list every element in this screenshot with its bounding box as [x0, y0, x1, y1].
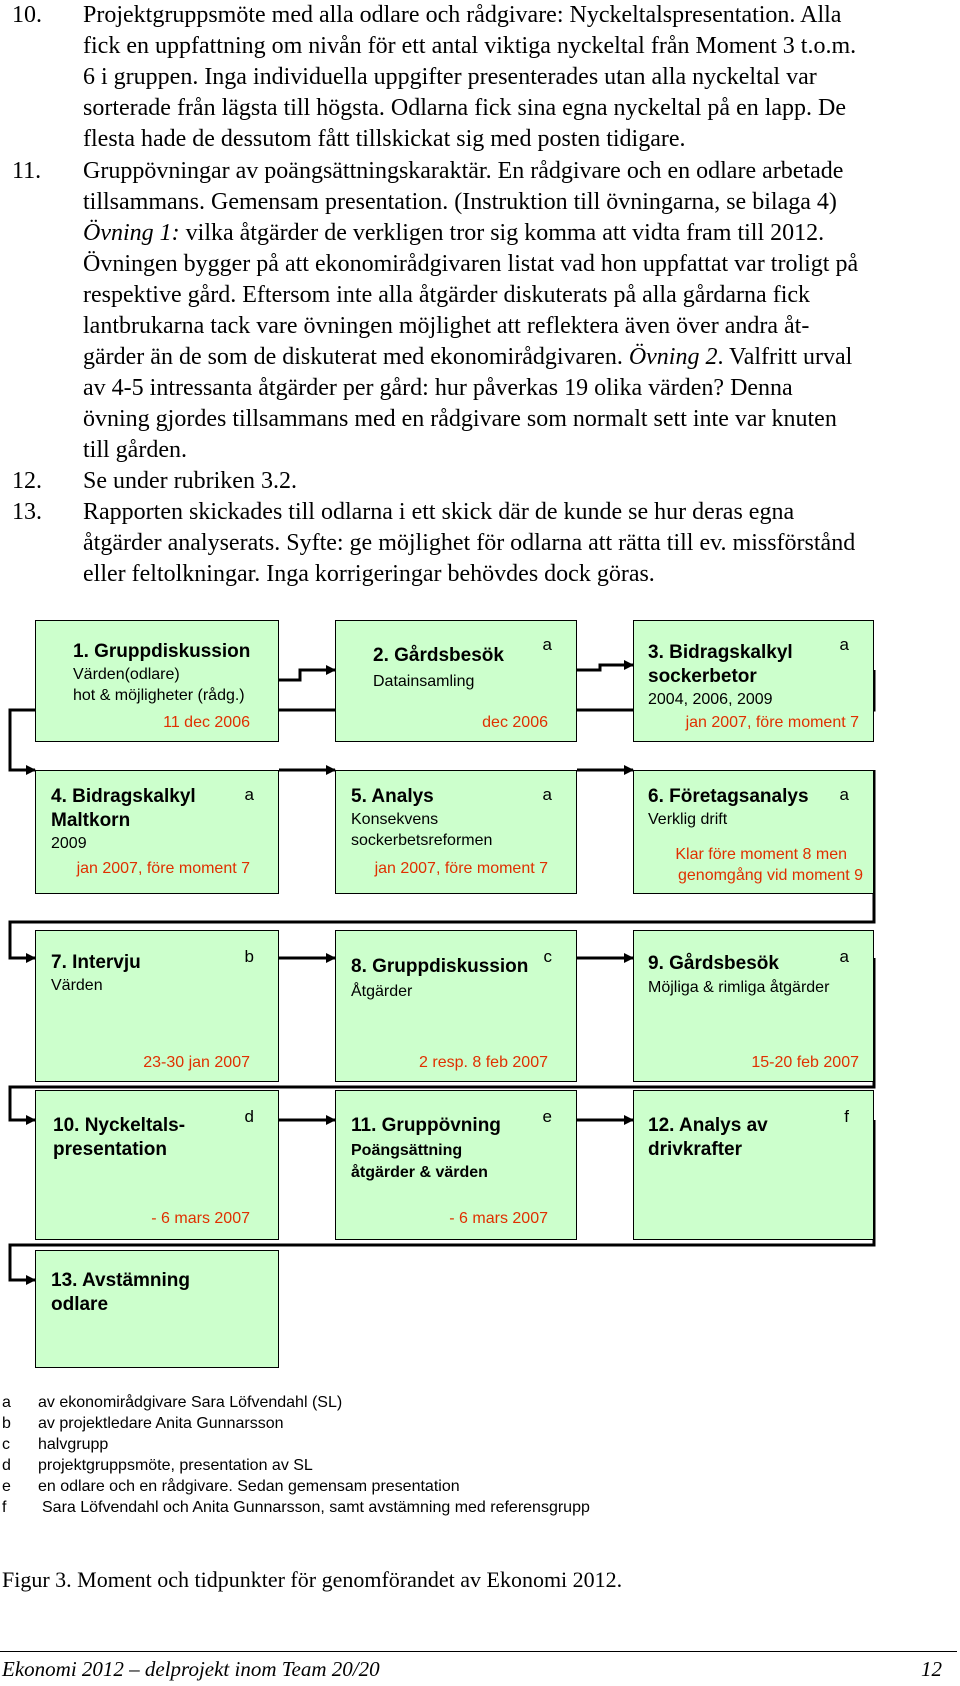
flow-box-3: 3. Bidragskalkyl sockerbetor 2004, 2006, 2009 a jan 2007, före moment 7	[633, 620, 874, 742]
item-line: Rapporten skickades till odlarna i ett skick där de kunde se hur deras egna	[83, 499, 795, 525]
flow-box-13: 13. Avstämning odlare	[35, 1250, 279, 1368]
item-line: eller feltolkningar. Inga korrigeringar behövdes dock göras.	[83, 561, 655, 587]
item-number: 12.	[12, 468, 42, 494]
ovning-1-label: Övning 1:	[83, 220, 180, 246]
flow-box-2: 2. Gårdsbesök Datainsamling a dec 2006	[335, 620, 577, 742]
ovning-2-label: Övning 2	[628, 344, 718, 370]
flow-box-10: 10. Nyckeltals- presentation d - 6 mars 2007	[35, 1090, 279, 1240]
flow-box-11: 11. Gruppövning Poängsättning åtgärder & värden e - 6 mars 2007	[335, 1090, 577, 1240]
item-line: av 4-5 intressanta åtgärder per gård: hur påverkas 19 olika värden? Denna	[83, 375, 793, 401]
flow-box-7: 7. Intervju Värden b 23-30 jan 2007	[35, 930, 279, 1082]
legend-entry: a av ekonomirådgivare Sara Löfvendahl (SL)	[2, 1394, 343, 1411]
flow-box-8: 8. Gruppdiskussion Åtgärder c 2 resp. 8 feb 2007	[335, 930, 577, 1082]
item-line: övning gjordes tillsammans med en rådgivare som normalt sett inte var knuten	[83, 406, 837, 432]
figure-caption: Figur 3. Moment och tidpunkter för genomförandet av Ekonomi 2012.	[2, 1567, 623, 1592]
item-line: Övningen bygger på att ekonomirådgivaren listat vad hon uppfattat var troligt på	[83, 251, 859, 277]
item-line: gärder än de som de diskuterat med ekonomirådgivaren. Övning 2. Valfritt urval	[83, 344, 853, 370]
footer-title: Ekonomi 2012 – delprojekt inom Team 20/20	[2, 1657, 380, 1681]
flowchart	[0, 600, 960, 1370]
flow-box-12: 12. Analys av drivkrafter f	[633, 1090, 874, 1240]
legend-entry: e en odlare och en rådgivare. Sedan gemensam presentation	[2, 1478, 460, 1495]
item-line: Övning 1: vilka åtgärder de verkligen tror sig komma att vidta fram till 2012.	[83, 220, 825, 246]
item-line: 6 i gruppen. Inga individuella uppgifter presenterades utan alla nyckeltal var	[83, 64, 817, 90]
flow-box-1: 1. Gruppdiskussion Värden(odlare) hot & möjligheter (rådg.) 11 dec 2006	[35, 620, 279, 742]
legend-entry: b av projektledare Anita Gunnarsson	[2, 1415, 284, 1432]
footer-divider	[0, 1651, 957, 1652]
item-line: flesta hade de dessutom fått tillskickat sig med posten tidigare.	[83, 126, 686, 152]
item-line: till gården.	[83, 437, 187, 463]
arrow-2-to-3	[577, 665, 633, 670]
legend-entry: d projektgruppsmöte, presentation av SL	[2, 1457, 313, 1474]
item-line: respektive gård. Eftersom inte alla åtgärder diskuterats på alla gårdarna fick	[83, 282, 811, 308]
flow-box-6: 6. Företagsanalys Verklig drift a Klar före moment 8 men genomgång vid moment 9	[633, 770, 874, 894]
item-line: tillsammans. Gemensam presentation. (Instruktion till övningarna, se bilaga 4)	[83, 189, 837, 215]
item-line: Se under rubriken 3.2.	[83, 468, 297, 494]
item-number: 10.	[12, 2, 42, 28]
item-line: Gruppövningar av poängsättningskaraktär. En rådgivare och en odlare arbetade	[83, 158, 844, 184]
arrow-1-to-2	[279, 670, 335, 680]
item-line: fick en uppfattning om nivån för ett antal viktiga nyckeltal från Moment 3 t.o.m.	[83, 33, 857, 59]
item-line: sorterade från lägsta till högsta. Odlarna fick sina egna nyckeltal på en lapp. De	[83, 95, 847, 121]
item-line: Projektgruppsmöte med alla odlare och rådgivare: Nyckeltalspresentation. Alla	[83, 2, 842, 28]
flow-box-5: 5. Analys Konsekvens sockerbetsreformen a jan 2007, före moment 7	[335, 770, 577, 894]
flow-box-9: 9. Gårdsbesök Möjliga & rimliga åtgärder a 15-20 feb 2007	[633, 930, 874, 1082]
flow-box-4: 4. Bidragskalkyl Maltkorn 2009 a jan 2007, före moment 7	[35, 770, 279, 894]
item-number: 11.	[12, 158, 42, 184]
legend-entry: c halvgrupp	[2, 1436, 109, 1453]
item-number: 13.	[12, 499, 42, 525]
item-line: lantbrukarna tack vare övningen möjlighet att reflektera även över andra åt-	[83, 313, 810, 339]
item-line: åtgärder analyserats. Syfte: ge möjlighet för odlarna att rätta till ev. missförstånd	[83, 530, 856, 556]
legend-entry: f Sara Löfvendahl och Anita Gunnarsson, samt avstämning med referensgrupp	[2, 1499, 590, 1516]
page-number: 12	[921, 1657, 942, 1681]
